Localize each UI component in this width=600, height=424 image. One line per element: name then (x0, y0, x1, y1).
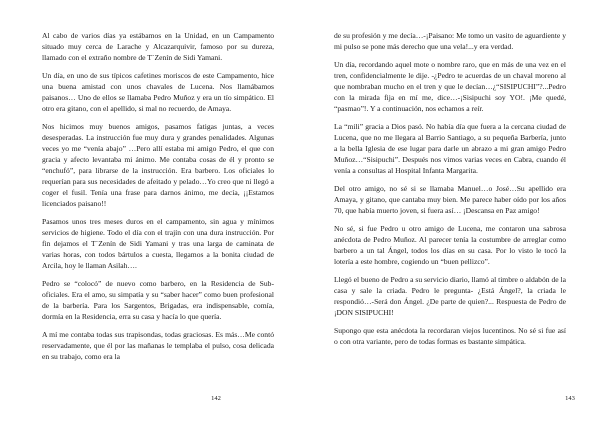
paragraph: de su profesión y me decía…-¡Paisano: Me tomo un vasito de aguardiente y mi pulso se pone más derecho que una vela!...y era verdad. (334, 31, 566, 51)
paragraph: No sé, si fue Pedro u otro amigo de Lucena, me contaron una sabrosa anécdota de Pedro Muñoz. Al parecer tenía la costumbre de arreglar como barbero a un tal Ángel, todos los días en su casa. Por lo visto le tocó la lotería a este hombre, cogiendo un “buen pellizco”. (334, 224, 566, 266)
paragraph: Llegó el bueno de Pedro a su servicio diario, llamó al timbre o aldabón de la casa y sale la criada. Pedro le pregunta- ¿Está Ángel?, la criada le respondió…-Será don Ángel. ¿De parte de quien?... Respuesta de Pedro de ¡DON SISIPUCHI! (334, 275, 566, 317)
paragraph: Un día, en uno de sus típicos cafetines moriscos de este Campamento, hice una buena amistad con unos chavales de Lucena. Nos llamábamos paisanos… Uno de ellos se llamaba Pedro Muñoz y era un tío simpático. El otro era gitano, con el apellido, si mal no recuerdo, de Amaya. (42, 71, 274, 113)
paragraph: Del otro amigo, no sé si se llamaba Manuel…o José…Su apellido era Amaya, y gitano, que cantaba muy bien. Me parece haber oído por los años 70, que había muerto joven, si fuera así… ¡Descansa en Paz amigo! (334, 184, 566, 215)
right-page-body (334, 30, 566, 354)
paragraph: Nos hicimos muy buenos amigos, pasamos fatigas juntas, a veces desesperadas. La instrucción fue muy dura y grandes penalidades. Algunas veces yo me “venía abajo” …Pero allí estaba mi amigo Pedro, el que con gracia y afecto levantaba mi ánimo. Me contaba cosas de él y pronto se “enchufó”, para librarse de la instrucción. Era barbero. Los oficiales lo requerían para sus necesidades de afeitado y pelado…Yo creo que ni llegó a coger el fusil. Tenía una frase para darnos ánimo, me decía, ¡¡Estamos licenciados paisano!! (42, 122, 274, 208)
right-page (300, 0, 600, 424)
paragraph: La “mili” gracia a Dios pasó. No había día que fuera a la cercana ciudad de Lucena, que no me llegara al Barrio Santiago, a su pequeña Barbería, junto a la bella Iglesia de ese lugar para darle un abrazo a mi gran amigo Pedro Muñoz…“Sisipuchi”. Después nos vimos varias veces en Cabra, cuando él venía a consultas al Hospital Infanta Margarita. (334, 122, 566, 175)
paragraph: A mí me contaba todas sus trapisondas, todas graciosas. Es más…Me contó reservadamente, que él por las mañanas le templaba el pulso, cosa delicada en su trabajo, como era la (42, 330, 274, 361)
paragraph: Al cabo de varios días ya estábamos en la Unidad, en un Campamento situado muy cerca de Larache y Alcazarquivir, famoso por su dureza, llamado con el extraño nombre de T´Zenín de Sidi Yamani. (42, 31, 274, 62)
paragraph: Un día, recordando aquel mote o nombre raro, que en más de una vez en el tren, confidencialmente le dije. -¿Pedro te acuerdas de un chaval moreno al que nombraban mucho en el tren y que le decían…¿“SISIPUCHI”?...Pedro con la mirada fija en mí me, dice…-¡Sisipuchi soy YO!. ¡Me quedé, “pasmao”!. Y a continuación, nos echamos a reír. (334, 60, 566, 113)
paragraph: Pasamos unos tres meses duros en el campamento, sin agua y mínimos servicios de higiene. Todo el día con el trajín con una dura instrucción. Por fin dejamos el T´Zenín de Sidi Yamani y tras una larga de caminata de varias horas, con todos bártulos a cuesta, llegamos a la bonita ciudad de Arcila, hoy le llaman Asilah…. (42, 217, 274, 270)
page-number: 142 (211, 395, 221, 402)
left-page-body (42, 30, 274, 369)
page-number: 143 (565, 395, 575, 402)
paragraph: Supongo que esta anécdota la recordaran viejos lucentinos. No sé si fue así o con otra variante, pero de todas formas es bastante simpática. (334, 326, 566, 346)
paragraph: Pedro se “colocó” de nuevo como barbero, en la Residencia de Sub-oficiales. Era el amo, su simpatía y su “saber hacer” como buen profesional de la barbería. Para los Sargentos, Brigadas, era indispensable, comía, dormía en la Residencia, erra su casa y hacía lo que quería. (42, 279, 274, 321)
